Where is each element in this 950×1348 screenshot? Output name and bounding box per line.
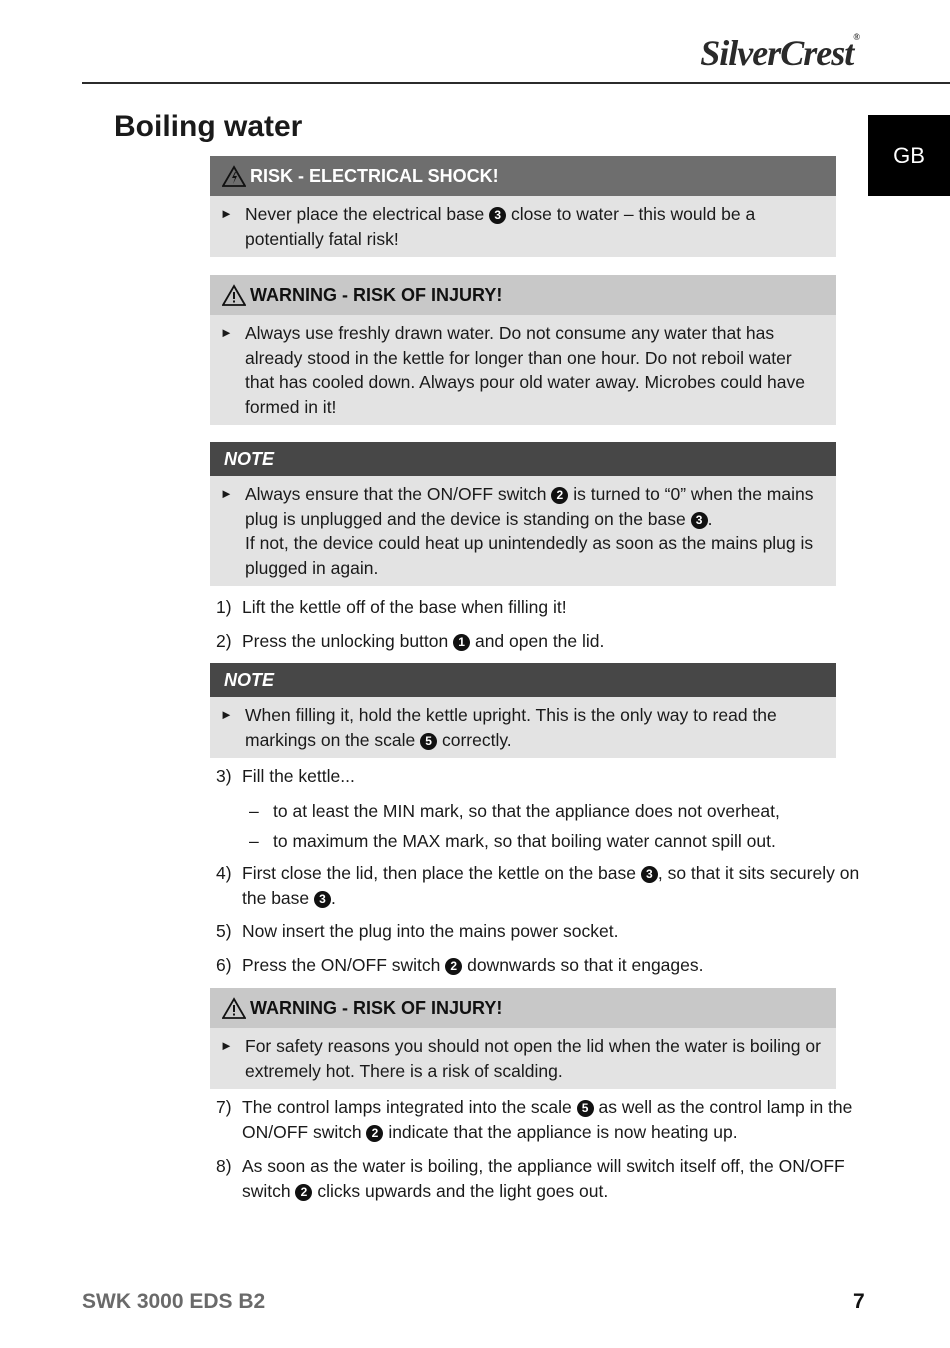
footer-model-number: SWK 3000 EDS B2 xyxy=(82,1290,266,1313)
reference-number: 2 xyxy=(295,1184,312,1201)
note-box-2 xyxy=(210,663,836,758)
reference-number: 2 xyxy=(551,487,568,504)
warning-injury-text: ► Always use freshly drawn water. Do not consume any water that has already stood in the kettle for longer than one hour. Do not reboil water that has cooled down. Always pour old water away. Microbes could have formed in it! xyxy=(220,323,805,417)
reference-number: 5 xyxy=(577,1100,594,1117)
risk-electrical-heading: RISK - ELECTRICAL SHOCK! xyxy=(250,165,499,186)
risk-electrical-box xyxy=(210,156,836,257)
risk-electrical-text: ► Never place the electrical base 3 close to water – this would be a potentially fatal risk! xyxy=(220,204,756,249)
language-tab: GB xyxy=(868,115,950,196)
reference-number: 3 xyxy=(314,891,331,908)
brand-logo xyxy=(700,32,859,74)
sub-item-min: – to at least the MIN mark, so that the appliance does not overheat, xyxy=(249,801,780,821)
reference-number: 1 xyxy=(453,634,470,651)
bullet-arrow-icon: ► xyxy=(220,325,233,340)
warning-injury-2-text: ► For safety reasons you should not open the lid when the water is boiling or extremely hot. There is a risk of scalding. xyxy=(220,1036,821,1081)
step-7: 7) The control lamps integrated into the scale 5 as well as the control lamp in the ON/OFF switch 2 indicate that the appliance is now heating up. xyxy=(216,1097,853,1142)
reference-number: 2 xyxy=(445,958,462,975)
reference-number: 2 xyxy=(366,1125,383,1142)
note-2-text: ► When filling it, hold the kettle upright. This is the only way to read the markings on the scale 5 correctly. xyxy=(220,705,777,750)
note-1-text: ► Always ensure that the ON/OFF switch 2 is turned to “0” when the mains plug is unplugged and the device is standing on the base 3 . If not, the device could heat up unintendedly as soon as the mains plug is plugged in again. xyxy=(220,484,814,578)
warning-triangle-icon xyxy=(222,165,246,187)
step-2: 2) Press the unlocking button 1 and open the lid. xyxy=(216,631,605,651)
step-3: 3) Fill the kettle... xyxy=(216,766,355,786)
bullet-arrow-icon: ► xyxy=(220,486,233,501)
warning-injury-box xyxy=(210,275,836,425)
brand-name: SilverCrest xyxy=(700,33,854,73)
bullet-arrow-icon: ► xyxy=(220,707,233,722)
risk-electrical-header xyxy=(210,156,836,196)
warning-triangle-icon xyxy=(222,284,246,306)
step-5: 5) Now insert the plug into the mains power socket. xyxy=(216,921,619,941)
sub-item-max: – to maximum the MAX mark, so that boiling water cannot spill out. xyxy=(249,831,776,851)
bullet-arrow-icon: ► xyxy=(220,1038,233,1053)
reference-number: 5 xyxy=(420,733,437,750)
header-rule xyxy=(82,82,950,84)
reference-number: 3 xyxy=(691,512,708,529)
note-1-header: NOTE xyxy=(210,442,836,476)
step-4: 4) First close the lid, then place the kettle on the base 3 , so that it sits securely on the base 3 . xyxy=(216,863,860,908)
warning-triangle-icon xyxy=(222,997,246,1019)
warning-injury-header xyxy=(210,275,836,315)
warning-injury-2-header xyxy=(210,988,836,1028)
page-number: 7 xyxy=(853,1290,865,1313)
reference-number: 3 xyxy=(489,207,506,224)
warning-injury-box-2 xyxy=(210,988,836,1089)
bullet-arrow-icon: ► xyxy=(220,206,233,221)
step-1: 1) Lift the kettle off of the base when filling it! xyxy=(216,597,567,617)
warning-injury-heading: WARNING - RISK OF INJURY! xyxy=(250,284,503,305)
registered-mark: ® xyxy=(853,32,859,42)
step-8: 8) As soon as the water is boiling, the appliance will switch itself off, the ON/OFF switch 2 clicks upwards and the light goes out. xyxy=(216,1156,845,1201)
note-box-1 xyxy=(210,442,836,586)
warning-injury-2-heading: WARNING - RISK OF INJURY! xyxy=(250,997,503,1018)
step-6: 6) Press the ON/OFF switch 2 downwards so that it engages. xyxy=(216,955,704,975)
note-2-header: NOTE xyxy=(210,663,836,697)
reference-number: 3 xyxy=(641,866,658,883)
page-title: Boiling water xyxy=(114,110,303,143)
